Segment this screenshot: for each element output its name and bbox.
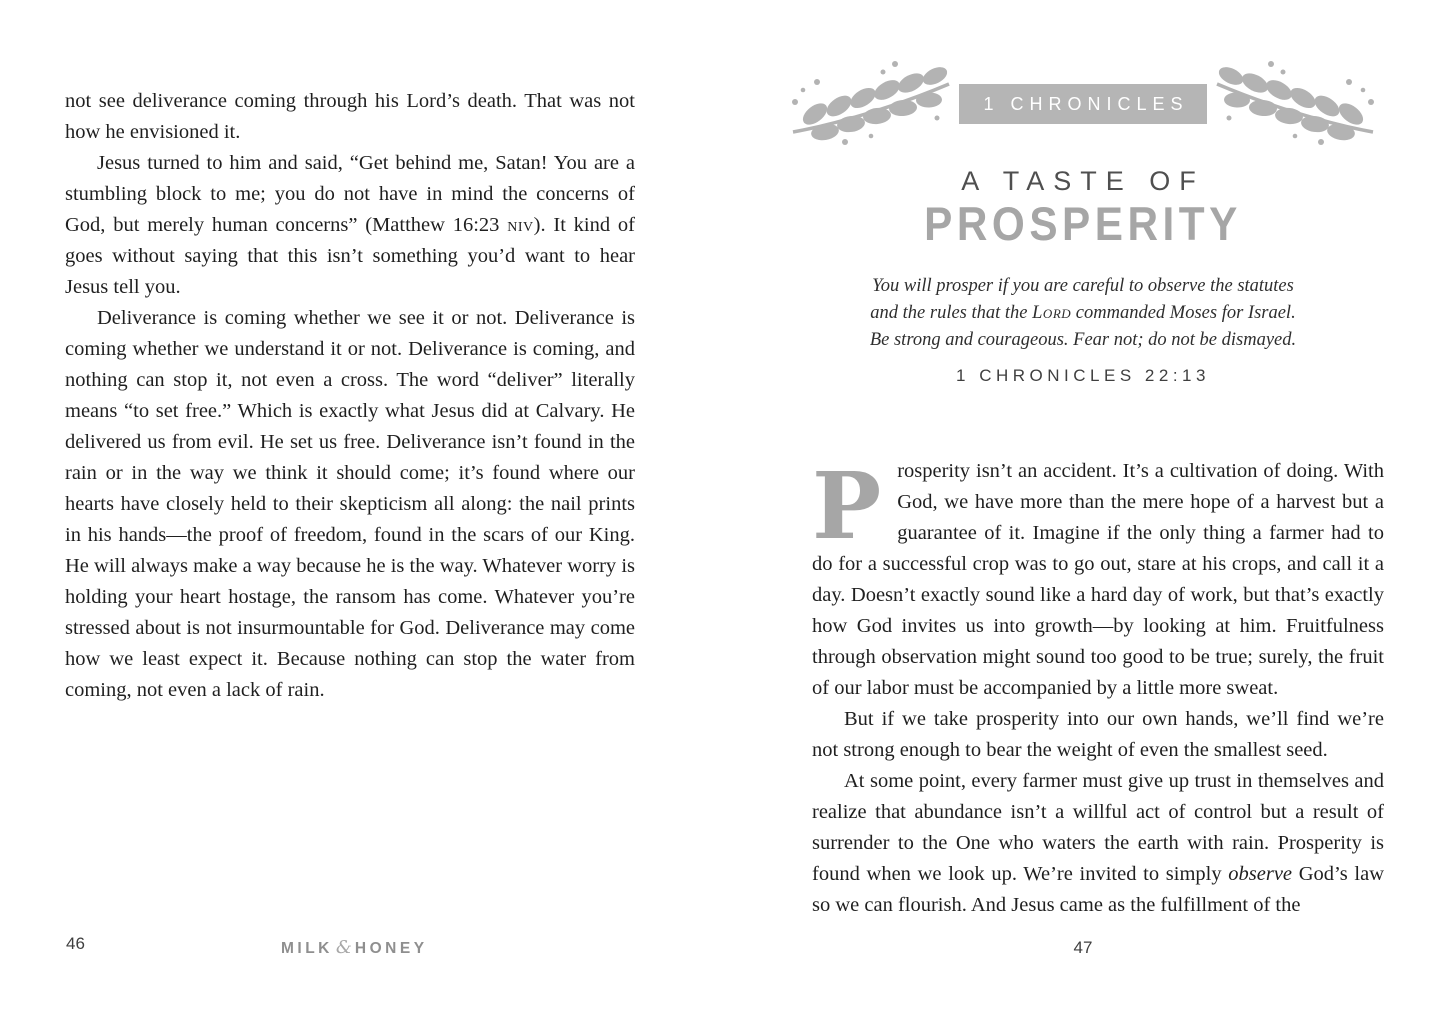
page-left [0,0,722,1011]
book-brand [281,937,428,958]
brand-word-honey: HONEY [354,940,428,957]
paragraph: Deliverance is coming whether we see it or not. Deliverance is coming whether we understand it or not. Deliverance is coming, and nothing can stop it, not even a cross. The word “deliver” literally means “to set free.” Which is exactly what Jesus did at Calvary. He delivered us from evil. He set us free. Deliverance isn’t found in the rain or in the way we think it should come; it’s found where our hearts have closely held to their skepticism all along: the nail prints in his hands—the proof of freedom, found in the scars of our King. He will always make a way because he is the way. Whatever worry is holding your heart hostage, the ransom has come. Whatever you’re stressed about is not insurmountable for God. Deliverance may come how we least expect it. Because nothing can stop the water from coming, not even a lack of rain. [65,307,635,701]
brand-ampersand: & [335,937,352,958]
page-number-right: 47 [1073,938,1093,957]
epigraph-line: and the rules that the Lord commanded Moses for Israel. [870,303,1296,323]
paragraph: not see deliverance coming through his Lord’s death. That was not how he envisioned it. [65,90,635,143]
paragraph [812,452,1384,704]
chapter-header [722,58,1444,150]
epigraph-line: You will prosper if you are careful to observe the statutes [872,276,1294,296]
book-name-banner: 1 CHRONICLES [959,84,1206,124]
paragraph-text: rosperity isn’t an accident. It’s a cultivation of doing. With God, we have more than the mere hope of a harvest but a guarantee of it. Imagine if the only thing a farmer had to do for a successful crop was to go out, stare at his crops, and call it a day. Doesn’t exactly sound like a hard day of work, but that’s exactly how God invites us into growth—by looking at him. Fruitfulness through observation might sound too good to be true; surely, the fruit of our labor must be accompanied by a little more sweat. [812,460,1384,699]
left-page-body [65,86,635,706]
laurel-branch-icon [787,58,955,150]
page-right [722,0,1444,1011]
right-page-body [812,452,1384,921]
drop-cap: P [812,452,882,560]
epigraph-line: Be strong and courageous. Fear not; do not be dismayed. [869,330,1297,350]
paragraph: Jesus turned to him and said, “Get behind me, Satan! You are a stumbling block to me; you do not have in mind the concerns of God, but merely human concerns” (Matthew 16:23 niv). It kind of goes without saying that this isn’t something you’d want to hear Jesus tell you. [65,152,635,298]
chapter-title: PROSPERITY [924,197,1242,250]
scripture-reference: 1 CHRONICLES 22:13 [956,366,1210,385]
epigraph-quote [722,273,1444,354]
paragraph: At some point, every farmer must give up trust in themselves and realize that abundance isn’t a willful act of control but a result of surrender to the One who waters the earth with rain. Prosperity is found when we look up. We’re invited to simply observe God’s law so we can flourish. And Jesus came as the fulfillment of the [812,770,1384,916]
paragraph: But if we take prosperity into our own hands, we’ll find we’re not strong enough to bear the weight of even the smallest seed. [812,708,1384,761]
page-number-left: 46 [66,934,85,953]
brand-word-milk: MILK [281,940,333,957]
laurel-branch-icon [1211,58,1379,150]
chapter-title-kicker: A TASTE OF [961,166,1205,196]
